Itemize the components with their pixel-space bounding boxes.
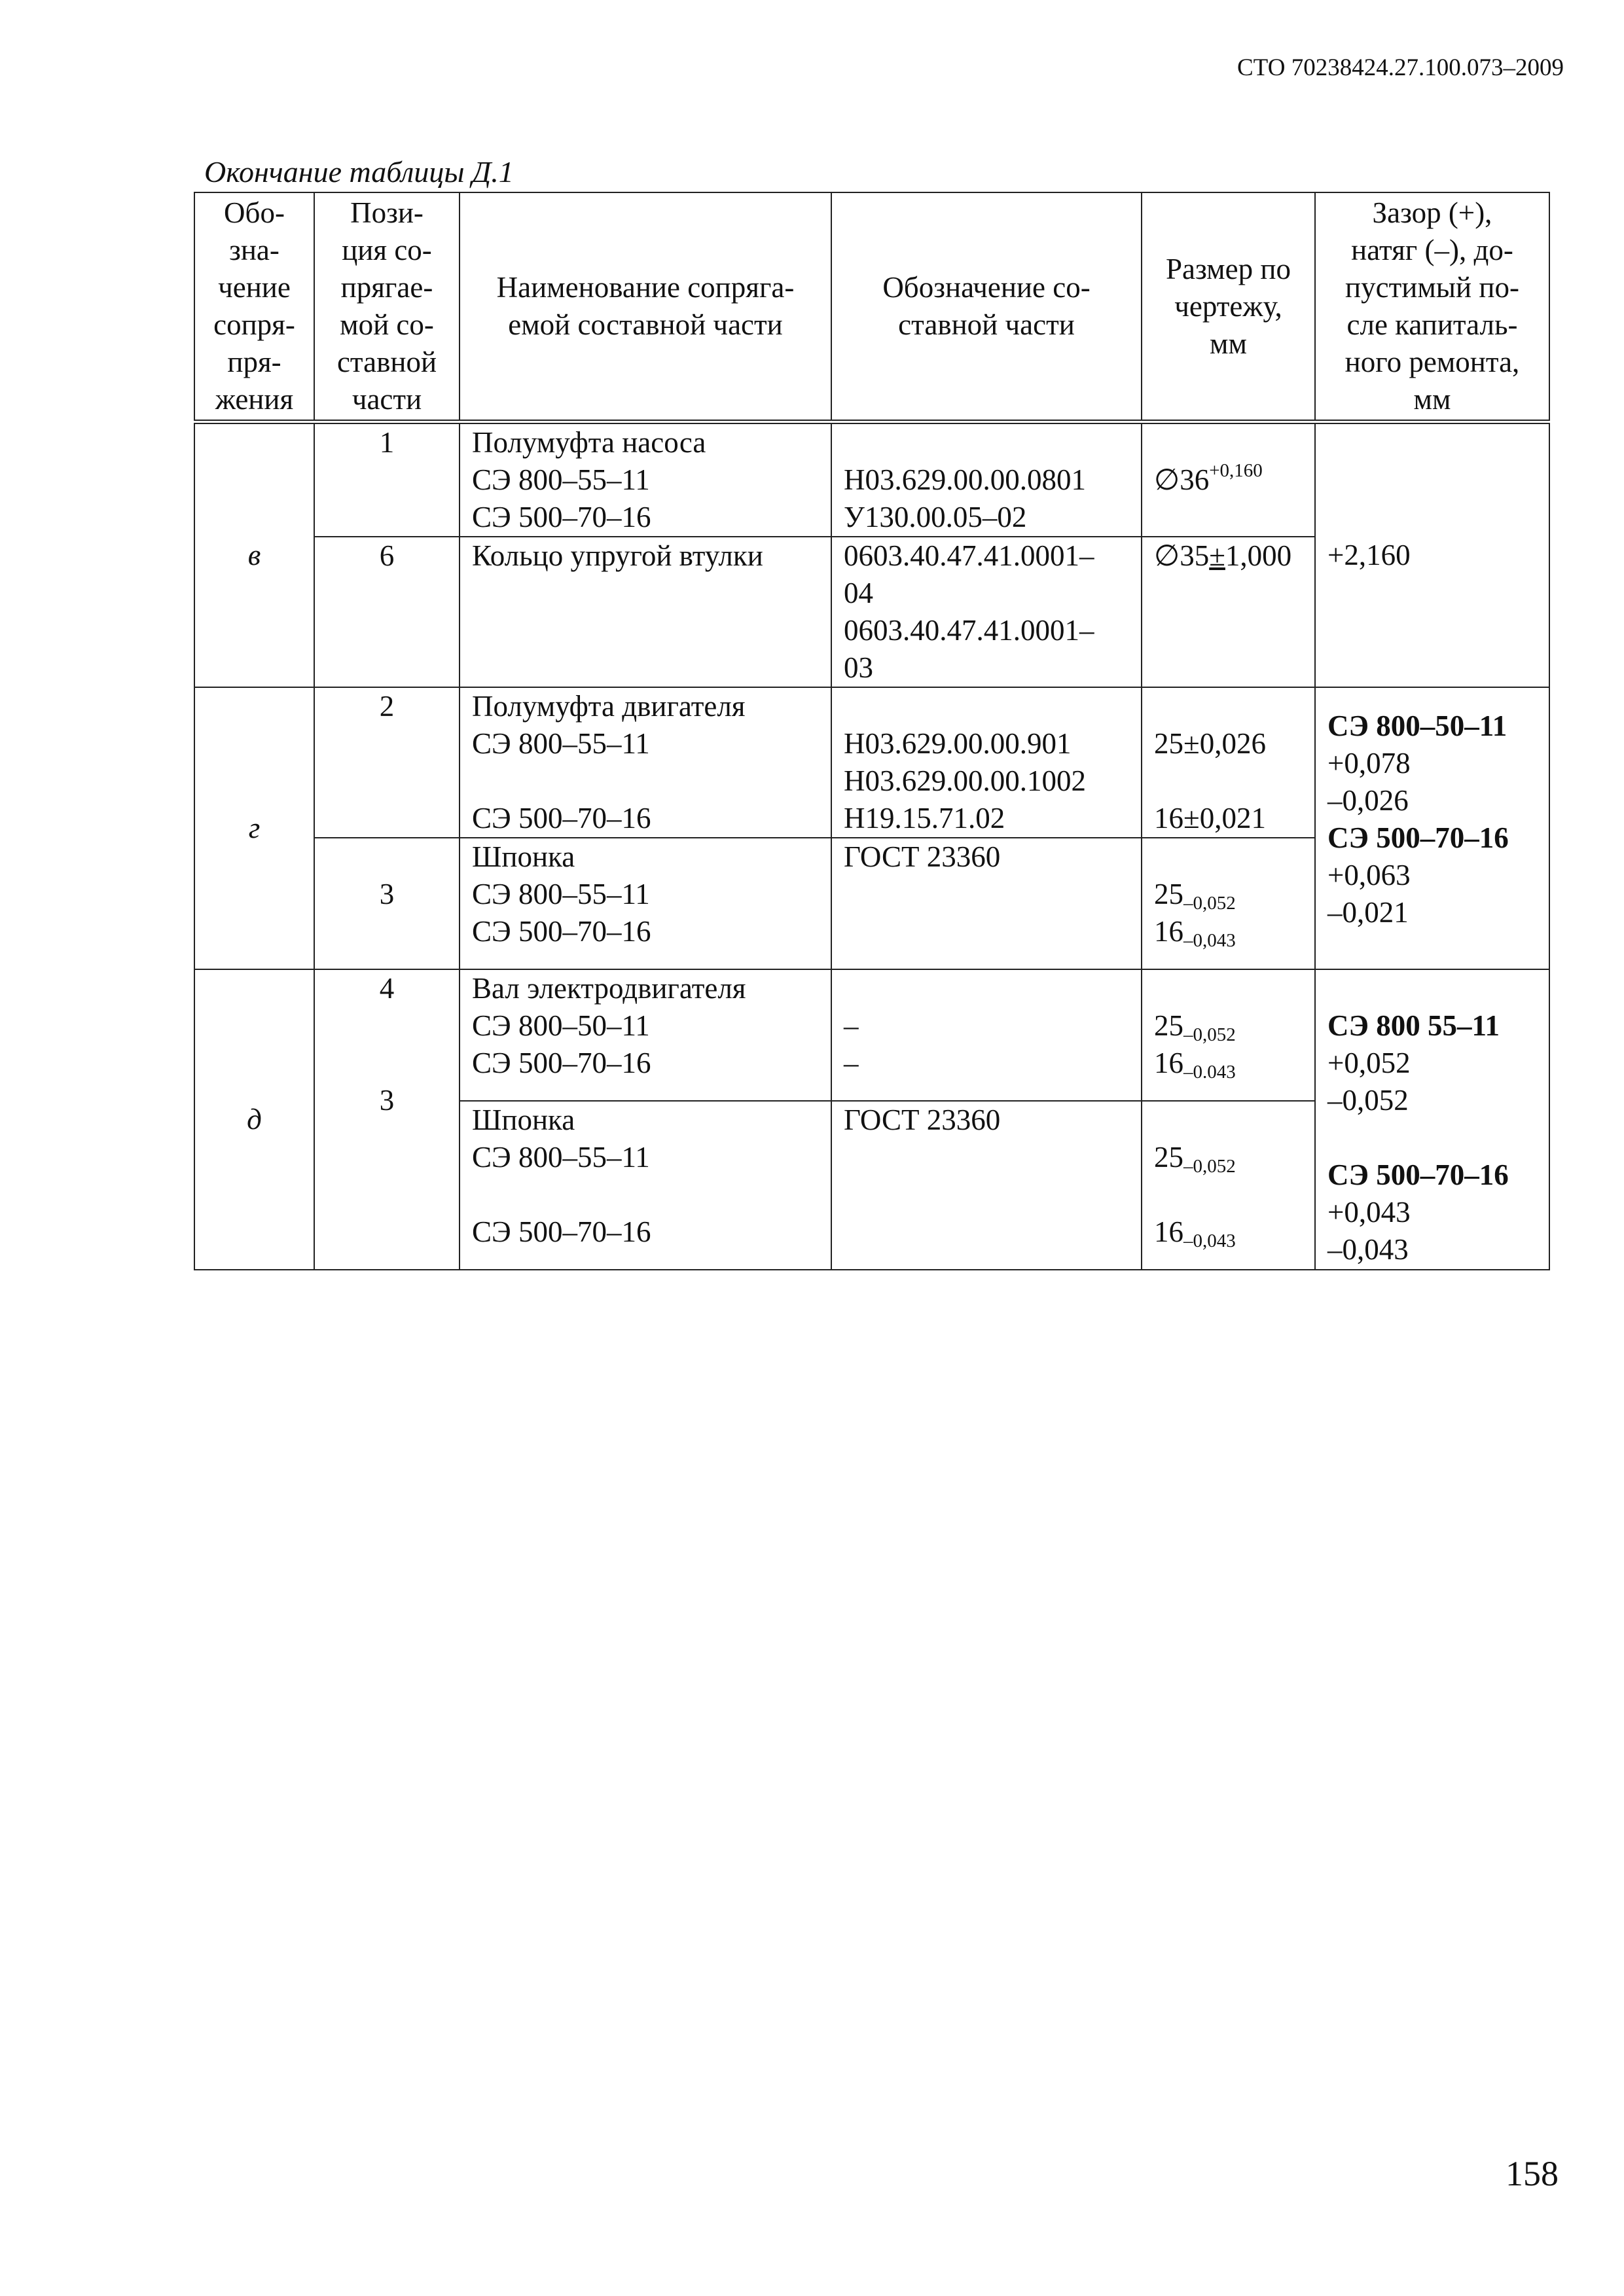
clearance-cell: СЭ 800–50–11 +0,078 –0,026 СЭ 500–70–16 +0,063 –0,021 (1315, 687, 1549, 969)
mating-parts-table (194, 192, 1550, 1270)
col-header-clearance: Зазор (+), натяг (–), до- пустимый по- сле капиталь- ного ремонта, мм (1315, 192, 1549, 422)
mating-label: в (194, 422, 314, 688)
part-designation-cell: – – (831, 969, 1142, 1101)
col-header-drawing-size: Размер по чертежу, мм (1142, 192, 1315, 422)
size-cell: $25_{-0,052}$ $16_{-0.043}$ (1142, 969, 1315, 1101)
clearance-cell: +2,160 (1315, 422, 1549, 688)
col-header-part-designation: Обозначение со- ставной части (831, 192, 1142, 422)
page-number: 158 (1506, 2154, 1559, 2193)
part-name-cell: Вал электродвигателя СЭ 800–50–11 СЭ 500–70–16 (460, 969, 831, 1101)
size-cell: $25_{-0,052}$ $16_{-0,043}$ (1142, 838, 1315, 969)
part-designation-cell: Н03.629.00.00.0801 У130.00.05–02 (831, 422, 1142, 537)
clearance-cell: СЭ 800 55–11 +0,052 –0,052 СЭ 500–70–16 +0,043 –0,043 (1315, 969, 1549, 1270)
mating-label: д (194, 969, 314, 1270)
table-row (194, 687, 1549, 838)
size-cell: 25±0,026 16±0,021 (1142, 687, 1315, 838)
col-header-position: Пози- ция со- прягае- мой со- ставной части (314, 192, 460, 422)
size-cell: ∅35±1,000 (1142, 537, 1315, 687)
table-row (194, 422, 1549, 537)
mating-label: г (194, 687, 314, 969)
table-row (194, 969, 1549, 1101)
page-header-doc-code: СТО 70238424.27.100.073–2009 (1236, 54, 1564, 81)
table-caption: Окончание таблицы Д.1 (204, 155, 514, 188)
size-cell: $25_{-0,052}$ $16_{-0,043}$ (1142, 1101, 1315, 1270)
part-name-cell: Полумуфта двигателя СЭ 800–55–11 СЭ 500–70–16 (460, 687, 831, 838)
part-name-cell: Кольцо упругой втулки (460, 537, 831, 687)
part-name-cell: Шпонка СЭ 800–55–11 СЭ 500–70–16 (460, 1101, 831, 1270)
part-designation-cell: 0603.40.47.41.0001– 04 0603.40.47.41.0001– 03 (831, 537, 1142, 687)
col-header-part-name: Наименование сопряга- емой составной части (460, 192, 831, 422)
col-header-mating-designation: Обо- зна- чение сопря- пря- жения (194, 192, 314, 422)
size-cell: $\emptyset 36^{+0,160}$ (1142, 422, 1315, 537)
position-cell: 4 3 (314, 969, 460, 1270)
part-designation-cell: Н03.629.00.00.901 Н03.629.00.00.1002 Н19.15.71.02 (831, 687, 1142, 838)
part-name-cell: Полумуфта насоса СЭ 800–55–11 СЭ 500–70–16 (460, 422, 831, 537)
position-cell: 1 (314, 422, 460, 537)
part-designation-cell: ГОСТ 23360 (831, 1101, 1142, 1270)
table-header-row (194, 192, 1549, 422)
position-cell: 3 (314, 838, 460, 969)
part-designation-cell: ГОСТ 23360 (831, 838, 1142, 969)
position-cell: 2 (314, 687, 460, 838)
part-name-cell: Шпонка СЭ 800–55–11 СЭ 500–70–16 (460, 838, 831, 969)
position-cell: 6 (314, 537, 460, 687)
